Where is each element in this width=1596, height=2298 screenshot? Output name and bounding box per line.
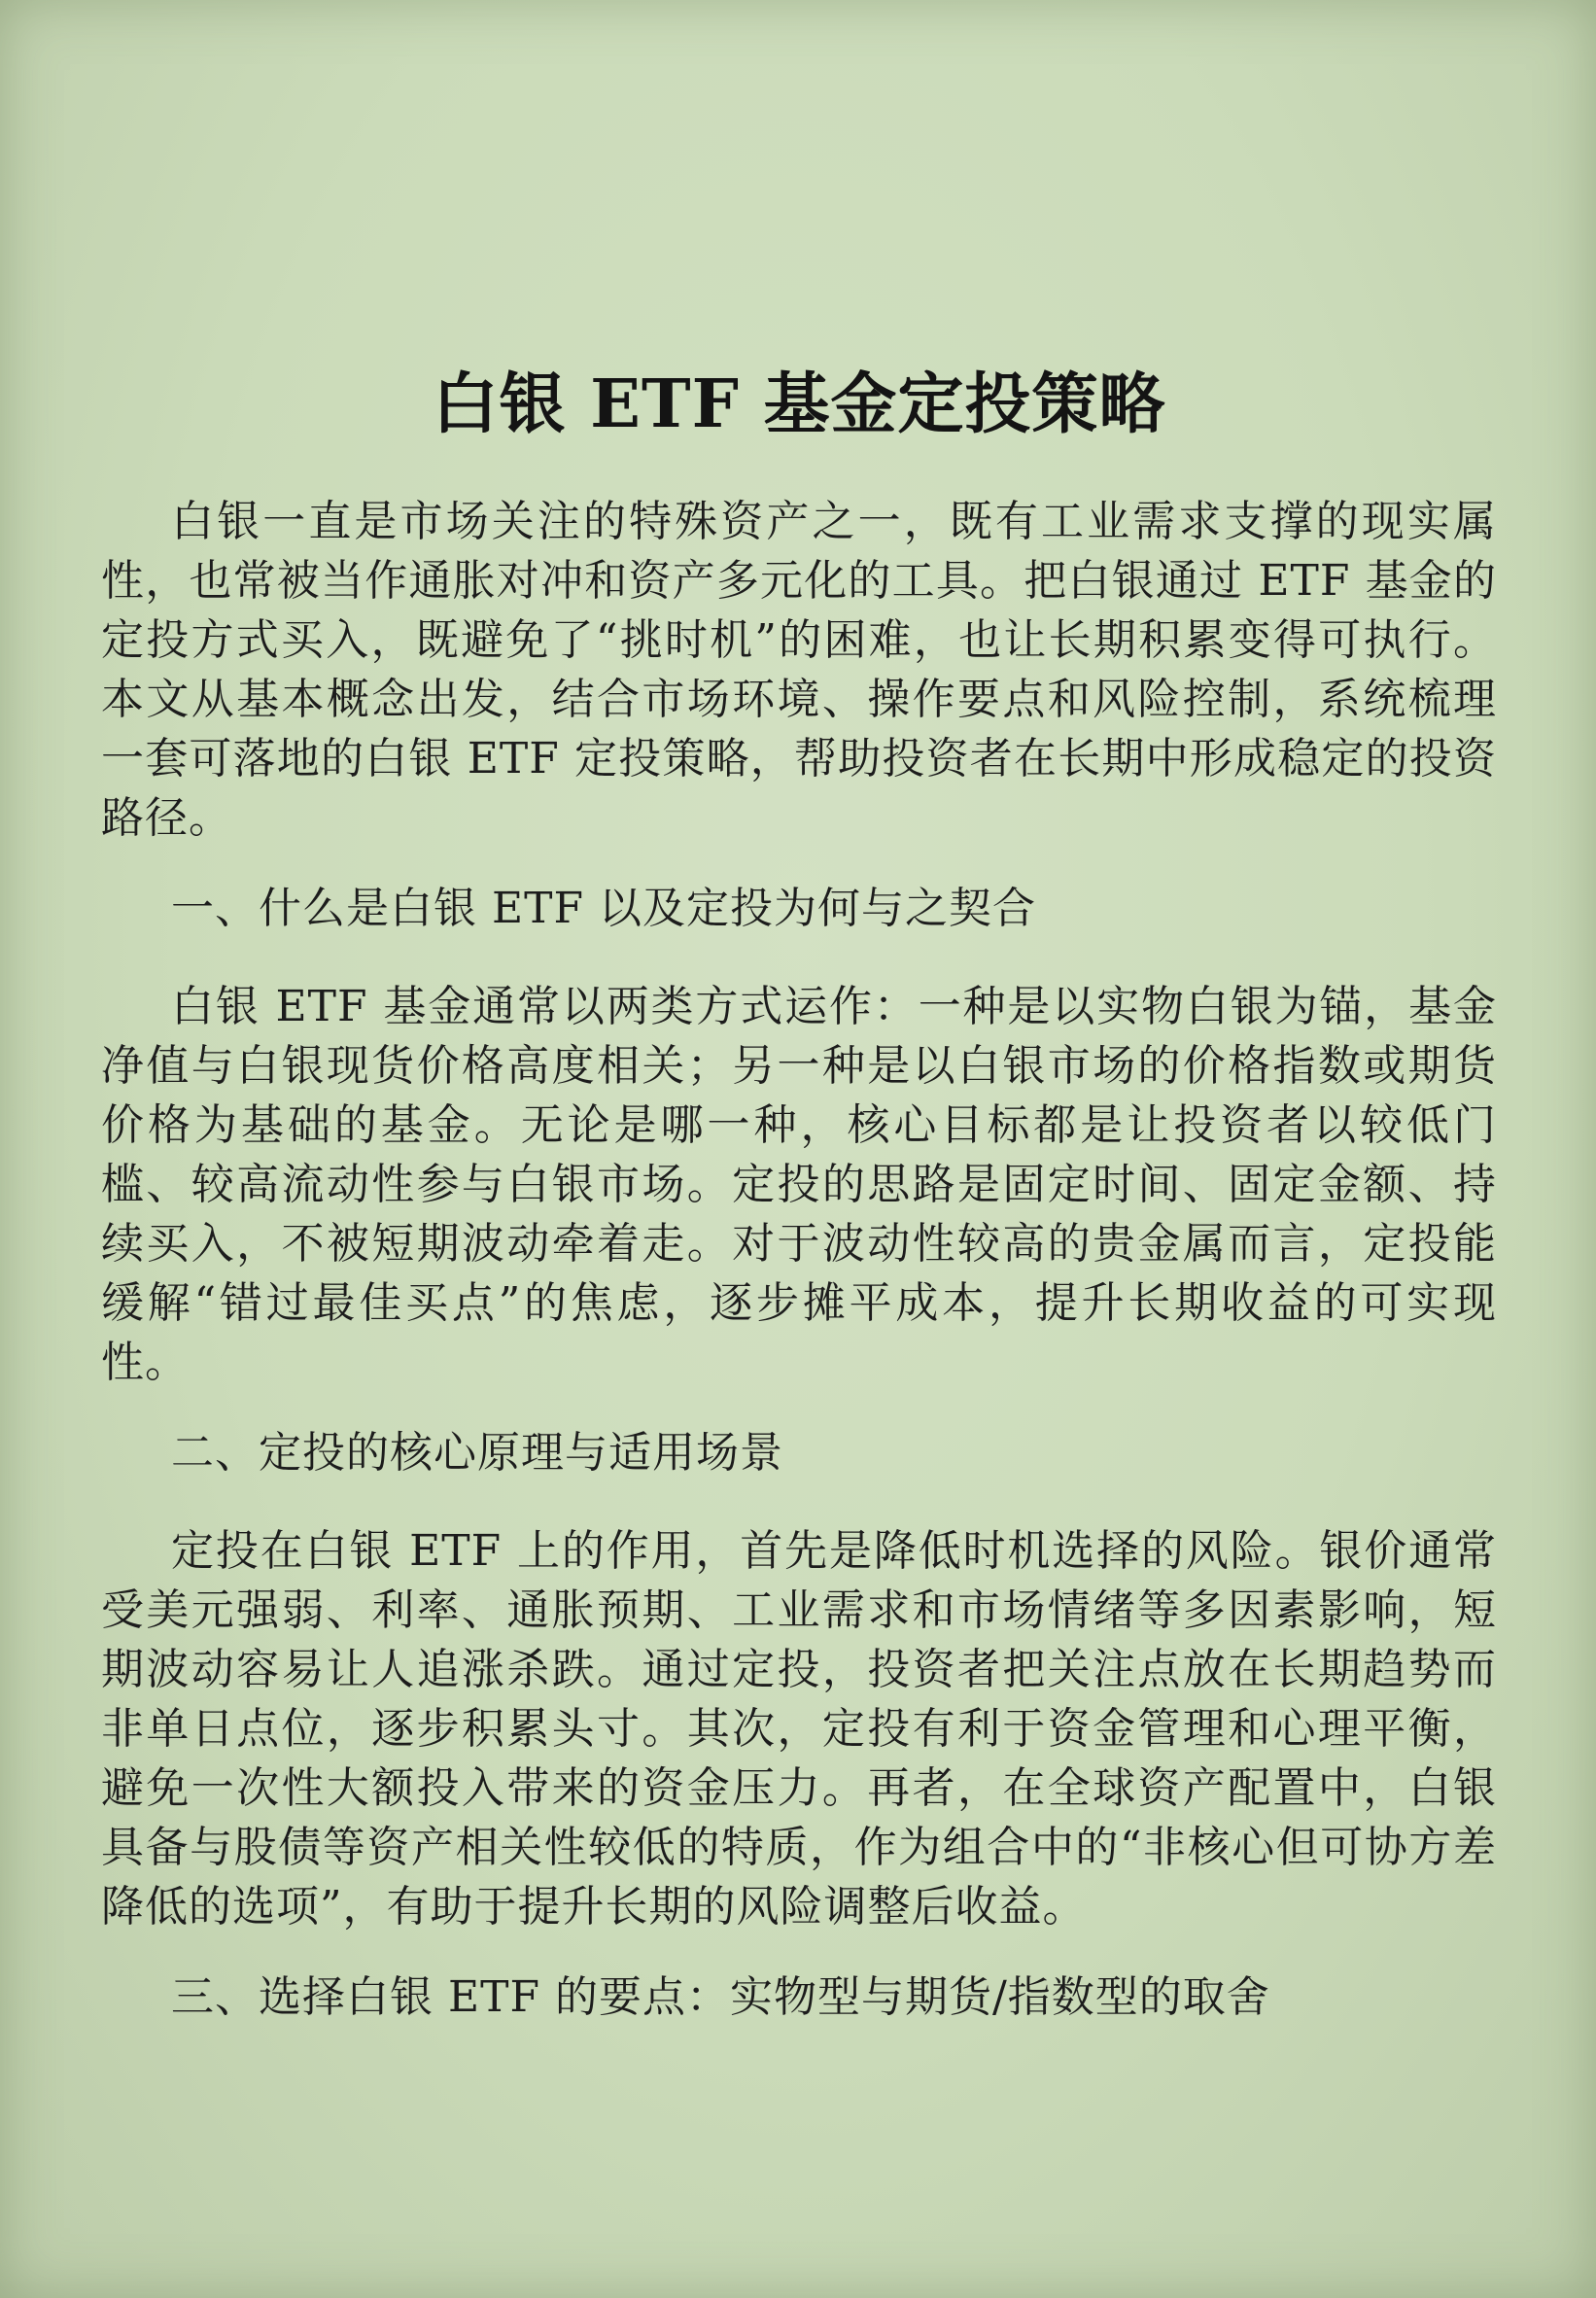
section-body-1: 白银 ETF 基金通常以两类方式运作：一种是以实物白银为锚，基金净值与白银现货价格高度相关；另一种是以白银市场的价格指数或期货价格为基础的基金。无论是哪一种，核心目标都是让投资者以较低门槛、较高流动性参与白银市场。定投的思路是固定时间、固定金额、持续买入，不被短期波动牵着走。对于波动性较高的贵金属而言，定投能缓解“错过最佳买点”的焦虑，逐步摊平成本，提升长期收益的可实现性。 [101,982,1497,1387]
section-heading-1: 一、什么是白银 ETF 以及定投为何与之契合 [171,884,1036,933]
page-title: 白银 ETF 基金定投策略 [432,366,1166,443]
article [101,360,1497,2066]
section-body-2: 定投在白银 ETF 上的作用，首先是降低时机选择的风险。银价通常受美元强弱、利率、通胀预期、工业需求和市场情绪等多因素影响，短期波动容易让人追涨杀跌。通过定投，投资者把关注点放在长期趋势而非单日点位，逐步积累头寸。其次，定投有利于资金管理和心理平衡，避免一次性大额投入带来的资金压力。再者，在全球资产配置中，白银具备与股债等资产相关性较低的特质，作为组合中的“非核心但可协方差降低的选项”，有助于提升长期的风险调整后收益。 [101,1526,1497,1932]
section-heading-3: 三、选择白银 ETF 的要点：实物型与期货/指数型的取舍 [171,1972,1270,2022]
section-heading-2: 二、定投的核心原理与适用场景 [171,1428,783,1478]
intro-paragraph: 白银一直是市场关注的特殊资产之一，既有工业需求支撑的现实属性，也常被当作通胀对冲和资产多元化的工具。把白银通过 ETF 基金的定投方式买入，既避免了“挑时机”的困难，也让长期积累变得可执行。本文从基本概念出发，结合市场环境、操作要点和风险控制，系统梳理一套可落地的白银 ETF 定投策略，帮助投资者在长期中形成稳定的投资路径。 [101,497,1497,843]
